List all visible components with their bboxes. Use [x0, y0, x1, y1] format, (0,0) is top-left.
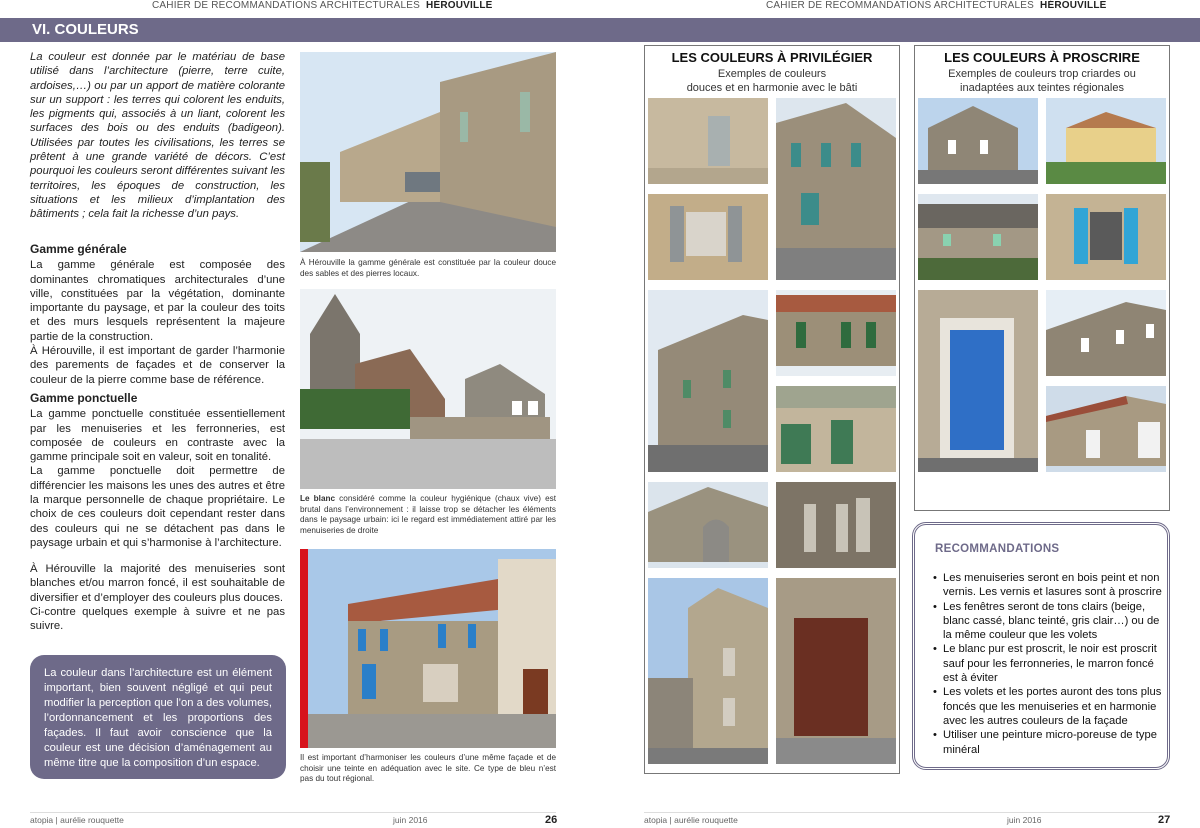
running-header-right: [766, 0, 1107, 11]
footer-credit-left: atopia | aurélie rouquette: [30, 815, 124, 825]
list-item: • Utiliser une peinture micro-poreuse de type minéral: [939, 728, 1165, 757]
caption-photo-2: [300, 494, 556, 536]
running-header-left: [152, 0, 493, 11]
gamme-ponctuelle-p2: La gamme ponctuelle doit permettre de différencier les maisons les unes des autres et être la marque personnelle de chaque propriétaire. Le choix de ces couleurs doit cependant rester dans des couleurs qui ne se détachent pas dans le paysage urbain et qui s’harmonise à l’architecture.: [30, 465, 285, 549]
page-number-right: 27: [1158, 814, 1171, 826]
list-item: • Le blanc pur est proscrit, le noir est proscrit sauf pour les ferronneries, le marron foncé est à éviter: [939, 642, 1165, 685]
section-title-bar: [0, 18, 1200, 42]
gamme-generale-section: [30, 242, 285, 387]
photo-blue-shutters-house: [308, 549, 556, 748]
photo-privilegier-3: [648, 194, 768, 280]
header-city: HÉROUVILLE: [1040, 0, 1107, 11]
photo-privilegier-10: [776, 578, 896, 764]
photo-privilegier-6: [776, 386, 896, 472]
list-item: • Les volets et les portes auront des tons plus foncés que les menuiseries et en harmonie avec les autres couleurs de la façade: [939, 685, 1165, 728]
caption-photo-2-text: considéré comme la couleur hygiénique (chaux vive) est brutal dans l’environnement : il laisse trop se détacher les éléments dans le paysage urbain: ici le regard est immédiatement attiré par les menuiseries de droite: [300, 494, 556, 535]
photo-privilegier-8: [776, 482, 896, 568]
photo-proscrire-3: [918, 194, 1038, 280]
list-item: • Les menuiseries seront en bois peint et non vernis. Les vernis et lasures sont à proscrire: [939, 571, 1165, 600]
intro-paragraph: La couleur est donnée par le matériau de base utilisé dans l’architecture (pierre, terre cuite, ardoises,…) ou par un apport de matière colorante sur un support : les terres qui colorent les enduits, les pigments qui, associés à un liant, colorent les surfaces des bois ou des enduits (badigeon). Utilisées par toutes les civilisations, les terres se prêtent à une grande variété de décors. C’est pourquoi les couleurs seront différentes suivant les territoires, les époques de construction, les situations et les milieux d’implantation des bâtiments ; cela fait la richesse d’un pays.: [30, 51, 285, 221]
section-title: VI. COULEURS: [32, 21, 139, 38]
photo-privilegier-2: [776, 98, 896, 280]
panel-proscrire-title: LES COULEURS À PROSCRIRE: [944, 50, 1140, 65]
red-marker-bar: [300, 549, 308, 748]
photo-privilegier-1: [648, 98, 768, 184]
recommandations-title: RECOMMANDATIONS: [935, 543, 1060, 555]
caption-photo-2-bold: Le blanc: [300, 494, 336, 503]
panel-proscrire-sub2: inadaptées aux teintes régionales: [960, 82, 1124, 94]
recommandations-list: [939, 571, 1165, 757]
photo-privilegier-7: [648, 482, 768, 568]
photo-church-white-shutters: [300, 289, 556, 489]
list-item: • Les fenêtres seront de tons clairs (beige, blanc cassé, blanc teinté, gris clair…) ou de la même couleur que les volets: [939, 600, 1165, 643]
herouville-p2: Ci-contre quelques exemple à suivre et ne pas suivre.: [30, 605, 285, 633]
photo-privilegier-5: [776, 290, 896, 376]
herouville-p1: À Hérouville la majorité des menuiseries sont blanches et/ou marron foncé, il est souhaitable de diversifier et d’employer des couleurs plus douces.: [30, 563, 285, 604]
gamme-ponctuelle-heading: Gamme ponctuelle: [30, 391, 138, 405]
photo-proscrire-7: [1046, 386, 1166, 472]
panel-privilegier-sub1: Exemples de couleurs: [717, 68, 827, 80]
gamme-ponctuelle-p1: La gamme ponctuelle constituée essentiellement par les menuiseries et les ferronneries, est composée de couleurs en contraste avec la gamme principale soit en valeur, soit en tonalité.: [30, 408, 285, 464]
photo-proscrire-2: [1046, 98, 1166, 184]
gamme-ponctuelle-section: [30, 391, 285, 550]
quote-box: La couleur dans l’architecture est un élément important, bien souvent négligé et qui peut modifier la perception que l’on a des volumes, l’ordonnancement et les proportions des façades. Il faut avoir conscience que la couleur est une décision d’aménagement au même titre que la composition d’un espace.: [30, 655, 286, 779]
footer-divider-right: [644, 812, 1170, 813]
footer-credit-right: atopia | aurélie rouquette: [644, 815, 738, 825]
header-label: CAHIER DE RECOMMANDATIONS ARCHITECTURALES: [766, 0, 1035, 11]
gamme-generale-heading: Gamme générale: [30, 242, 127, 256]
photo-street-stone-houses: [300, 52, 556, 252]
photo-privilegier-9: [648, 578, 768, 764]
caption-photo-1: À Hérouville la gamme générale est constituée par la couleur douce des sables et des pierres locaux.: [300, 258, 556, 278]
header-city: HÉROUVILLE: [426, 0, 493, 11]
gamme-generale-p1: La gamme générale est composée des dominantes chromatiques architecturales d’une ville, constituées par la végétation, dominante importante du paysage, et par la couleur des toits et des murs lesquels représentent la majeure partie de la construction.: [30, 259, 285, 343]
photo-proscrire-1: [918, 98, 1038, 184]
photo-privilegier-4: [648, 290, 768, 472]
panel-privilegier-sub2: douces et en harmonie avec le bâti: [686, 82, 858, 94]
photo-proscrire-5: [918, 290, 1038, 472]
page-number-left: 26: [545, 814, 558, 826]
header-label: CAHIER DE RECOMMANDATIONS ARCHITECTURALES: [152, 0, 421, 11]
recommandations-box: [912, 522, 1170, 770]
photo-proscrire-6: [1046, 290, 1166, 376]
panel-privilegier-title: LES COULEURS À PRIVILÉGIER: [671, 50, 873, 65]
panel-proscrire-sub1: Exemples de couleurs trop criardes ou: [948, 68, 1136, 80]
footer-date-right: juin 2016: [1007, 815, 1042, 825]
footer-divider-left: [30, 812, 556, 813]
herouville-section: [30, 562, 285, 633]
footer-date-left: juin 2016: [393, 815, 428, 825]
photo-proscrire-4: [1046, 194, 1166, 280]
gamme-generale-p2: À Hérouville, il est important de garder l’harmonie des parements de façades et de conserver la couleur de la pierre comme base de référence.: [30, 345, 285, 386]
caption-photo-3: Il est important d’harmoniser les couleurs d’une même façade et de choisir une teinte en adéquation avec le site. Ce type de bleu n’est pas du tout régional.: [300, 753, 556, 783]
